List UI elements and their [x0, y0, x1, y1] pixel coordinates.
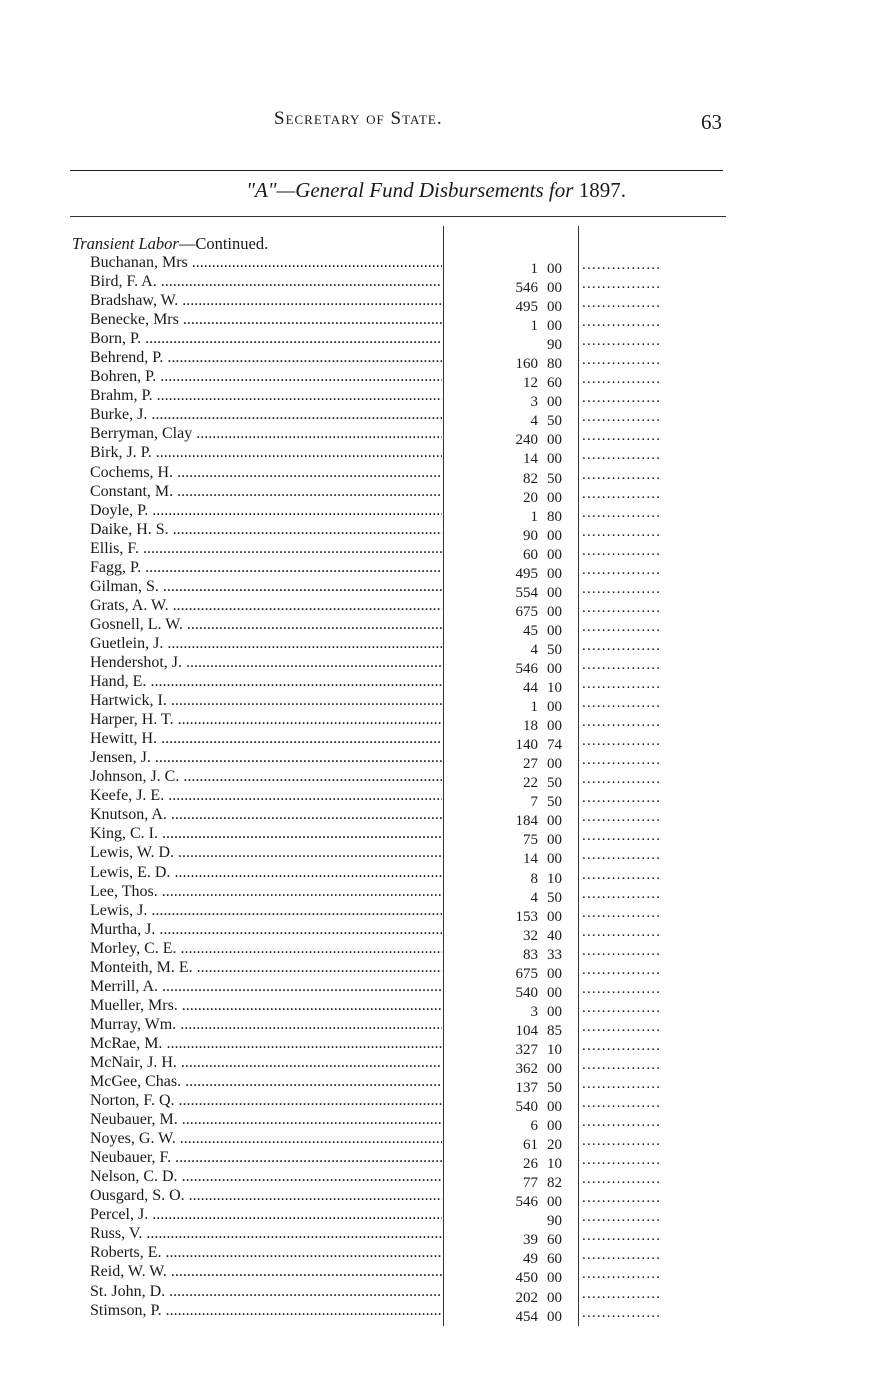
table-row — [0, 767, 872, 792]
total-column-leader: ................ — [582, 656, 662, 673]
amount-dollars: 362 — [515, 1060, 538, 1077]
amount-dollars: 546 — [515, 280, 538, 297]
amount-dollars: 327 — [515, 1041, 538, 1058]
total-column-leader: ................ — [582, 561, 662, 578]
payee-name: Behrend, P. ..... — [90, 348, 442, 367]
payee-name: Keefe, J. E. ..... — [90, 786, 442, 805]
amount-cents: 00 — [547, 622, 562, 639]
table-row — [0, 958, 872, 982]
payee-name: Neubauer, M. ..... — [90, 1110, 442, 1129]
total-column-leader: ................ — [582, 485, 662, 502]
payee-name: Noyes, G. W. ..... — [90, 1129, 442, 1148]
payee-name: Mueller, Mrs. ..... — [90, 996, 442, 1015]
amount-cents: 00 — [547, 832, 562, 849]
table-row — [0, 348, 872, 373]
total-column-leader: ................ — [582, 599, 662, 616]
amount-cents: 00 — [547, 718, 562, 735]
amount-cents: 50 — [547, 794, 562, 811]
table-row — [0, 882, 872, 906]
payee-name: Reid, W. W. ..... — [90, 1262, 442, 1281]
amount-cents: 33 — [547, 946, 562, 963]
payee-name: Merrill, A. ..... — [90, 977, 442, 996]
section-heading-title: Transient Labor — [72, 234, 179, 253]
amount-cents: 00 — [547, 584, 562, 601]
amount-dollars: 454 — [515, 1308, 538, 1325]
payee-name: Murray, Wm. ..... — [90, 1015, 442, 1034]
amount-dollars: 22 — [523, 775, 538, 792]
amount-dollars: 61 — [523, 1137, 538, 1154]
amount-cents: 50 — [547, 413, 562, 430]
amount-dollars: 14 — [523, 451, 538, 468]
payee-name: Grats, A. W. ..... — [90, 596, 442, 615]
table-row — [0, 1243, 872, 1268]
amount-cents: 00 — [547, 1003, 562, 1020]
payee-name: Hand, E. ..... — [90, 672, 442, 691]
total-column-leader: ................ — [582, 980, 662, 997]
amount-cents: 10 — [547, 1041, 562, 1058]
table-row — [0, 1186, 872, 1211]
payee-name: Lewis, E. D. ..... — [90, 863, 442, 882]
amount-dollars: 26 — [523, 1156, 538, 1173]
amount-dollars: 39 — [523, 1232, 538, 1249]
amount-dollars: 1 — [530, 261, 538, 277]
total-column-leader: ................ — [582, 257, 662, 273]
payee-name: Hewitt, H. ..... — [90, 729, 442, 748]
amount-dollars: 27 — [523, 756, 538, 773]
payee-name: Lewis, J. ..... — [90, 901, 442, 920]
amount-cents: 20 — [547, 1137, 562, 1154]
total-column-leader: ................ — [582, 1152, 662, 1169]
total-column-leader: ................ — [582, 885, 662, 902]
payee-name: Nelson, C. D. ..... — [90, 1167, 442, 1186]
amount-dollars: 495 — [515, 299, 538, 316]
payee-name: Morley, C. E. ..... — [90, 939, 442, 958]
table-row — [0, 1034, 872, 1058]
total-column-leader: ................ — [582, 333, 662, 350]
payee-name: Stimson, P. ..... — [90, 1301, 442, 1320]
table-row — [0, 310, 872, 335]
amount-cents: 00 — [547, 1060, 562, 1077]
payee-name: Constant, M. ..... — [90, 482, 442, 501]
total-column-leader: ................ — [582, 771, 662, 788]
amount-cents: 00 — [547, 965, 562, 982]
total-column-leader: ................ — [582, 714, 662, 731]
table-row — [0, 1053, 872, 1077]
total-column-leader: ................ — [582, 618, 662, 635]
table-row — [0, 672, 872, 697]
total-column-leader: ................ — [582, 999, 662, 1016]
total-column-leader: ................ — [582, 447, 662, 464]
total-column-leader: ................ — [582, 352, 662, 369]
payee-name: Born, P. ..... — [90, 329, 442, 348]
payee-name: Gilman, S. ..... — [90, 577, 442, 596]
amount-dollars: 90 — [523, 527, 538, 544]
total-column-leader: ................ — [582, 1076, 662, 1093]
total-column-leader: ................ — [582, 904, 662, 921]
payee-name: Bird, F. A. ..... — [90, 272, 442, 291]
table-row — [0, 748, 872, 773]
total-column-leader: ................ — [582, 390, 662, 407]
total-column-leader: ................ — [582, 466, 662, 483]
amount-cents: 00 — [547, 280, 562, 297]
page-header — [0, 108, 872, 138]
table-row — [0, 1148, 872, 1173]
amount-cents: 10 — [547, 1156, 562, 1173]
amount-dollars: 75 — [523, 832, 538, 849]
payee-name: Fagg, P. ..... — [90, 558, 442, 577]
amount-dollars: 77 — [523, 1175, 538, 1192]
amount-cents: 00 — [547, 1118, 562, 1135]
payee-name: St. John, D. ..... — [90, 1282, 442, 1301]
total-column-leader: ................ — [582, 676, 662, 693]
amount-cents: 50 — [547, 1080, 562, 1097]
payee-name: Doyle, P. ..... — [90, 501, 442, 520]
table-row — [0, 615, 872, 639]
amount-dollars: 140 — [515, 737, 538, 754]
table-row — [0, 653, 872, 677]
amount-dollars: 82 — [523, 470, 538, 487]
total-column-leader: ................ — [582, 809, 662, 826]
table-row — [0, 863, 872, 887]
amount-cents: 80 — [547, 356, 562, 373]
payee-name: Harper, H. T. ..... — [90, 710, 442, 729]
total-column-leader: ................ — [582, 828, 662, 845]
table-row — [0, 977, 872, 1001]
amount-dollars: 4 — [530, 641, 538, 658]
total-column-leader: ................ — [582, 1190, 662, 1207]
total-column-leader: ................ — [582, 580, 662, 597]
amount-cents: 00 — [547, 451, 562, 468]
table-row — [0, 1167, 872, 1192]
table-row — [0, 920, 872, 944]
amount-dollars: 4 — [530, 413, 538, 430]
amount-cents: 00 — [547, 1289, 562, 1306]
amount-cents: 00 — [547, 546, 562, 563]
total-column-leader: ................ — [582, 790, 662, 807]
amount-dollars: 540 — [515, 1099, 538, 1116]
table-row — [0, 272, 872, 297]
table-row — [0, 253, 872, 277]
payee-name: Knutson, A. ..... — [90, 805, 442, 824]
amount-dollars: 32 — [523, 927, 538, 944]
table-row — [0, 558, 872, 582]
amount-cents: 00 — [547, 756, 562, 773]
total-column-leader: ................ — [582, 695, 662, 712]
amount-cents: 00 — [547, 1099, 562, 1116]
payee-name: Monteith, M. E. ..... — [90, 958, 442, 977]
total-column-leader: ................ — [582, 847, 662, 864]
payee-name: Hartwick, I. ..... — [90, 691, 442, 710]
table-row — [0, 843, 872, 868]
amount-cents: 00 — [547, 984, 562, 1001]
table-row — [0, 539, 872, 563]
total-column-leader: ................ — [582, 1018, 662, 1035]
payee-name: Murtha, J. ..... — [90, 920, 442, 939]
section-heading-continued: —Continued. — [178, 234, 269, 253]
amount-dollars: 12 — [523, 375, 538, 392]
amount-cents: 00 — [547, 527, 562, 544]
total-column-leader: ................ — [582, 733, 662, 750]
amount-dollars: 546 — [515, 660, 538, 677]
amount-dollars: 240 — [515, 432, 538, 449]
total-column-leader: ................ — [582, 1056, 662, 1073]
total-column-leader: ................ — [582, 314, 662, 331]
payee-name: Johnson, J. C. ..... — [90, 767, 442, 786]
table-title-text: "A"—General Fund Disbursements for — [246, 178, 574, 202]
amount-cents: 00 — [547, 1194, 562, 1211]
payee-name: Lewis, W. D. ..... — [90, 843, 442, 862]
total-column-leader: ................ — [582, 1266, 662, 1283]
table-row — [0, 1129, 872, 1154]
amount-cents: 00 — [547, 851, 562, 868]
table-row — [0, 424, 872, 449]
total-column-leader: ................ — [582, 428, 662, 445]
total-column-leader: ................ — [582, 542, 662, 559]
total-column-leader: ................ — [582, 1209, 662, 1226]
amount-dollars: 1 — [530, 318, 538, 335]
amount-cents: 80 — [547, 508, 562, 525]
total-column-leader: ................ — [582, 942, 662, 959]
table-row — [0, 901, 872, 925]
total-column-leader: ................ — [582, 1247, 662, 1264]
table-row — [0, 577, 872, 601]
table-row — [0, 729, 872, 754]
amount-dollars: 3 — [530, 394, 538, 411]
amount-dollars: 1 — [530, 699, 538, 716]
payee-name: McRae, M. ..... — [90, 1034, 442, 1053]
amount-cents: 10 — [547, 870, 562, 887]
table-row — [0, 710, 872, 735]
amount-dollars: 153 — [515, 908, 538, 925]
payee-name: Ellis, F. ..... — [90, 539, 442, 558]
payee-name: Daike, H. S. ..... — [90, 520, 442, 539]
total-column-leader: ................ — [582, 371, 662, 388]
table-row — [0, 691, 872, 716]
amount-dollars: 7 — [530, 794, 538, 811]
table-title — [0, 178, 872, 203]
amount-dollars: 675 — [515, 603, 538, 620]
amount-dollars: 184 — [515, 813, 538, 830]
table-row — [0, 501, 872, 525]
amount-cents: 50 — [547, 641, 562, 658]
total-column-leader: ................ — [582, 923, 662, 940]
amount-cents: 50 — [547, 470, 562, 487]
amount-dollars: 3 — [530, 1003, 538, 1020]
table-row — [0, 520, 872, 544]
payee-name: Gosnell, L. W. ..... — [90, 615, 442, 634]
amount-dollars: 202 — [515, 1289, 538, 1306]
payee-name: Lee, Thos. ..... — [90, 882, 442, 901]
table-row — [0, 1072, 872, 1097]
amount-cents: 50 — [547, 775, 562, 792]
amount-dollars: 104 — [515, 1022, 538, 1039]
payee-name: Bohren, P. ..... — [90, 367, 442, 386]
total-column-leader: ................ — [582, 409, 662, 426]
table-row — [0, 1224, 872, 1249]
amount-cents: 60 — [547, 375, 562, 392]
total-column-leader: ................ — [582, 961, 662, 978]
payee-name: Jensen, J. ..... — [90, 748, 442, 767]
amount-cents: 00 — [547, 1270, 562, 1287]
payee-name: Buchanan, Mrs ..... — [90, 253, 442, 272]
payee-name: King, C. I. ..... — [90, 824, 442, 843]
payee-name: Brahm, P. ..... — [90, 386, 442, 405]
payee-name: Benecke, Mrs ..... — [90, 310, 442, 329]
total-column-leader: ................ — [582, 1095, 662, 1112]
amount-dollars: 18 — [523, 718, 538, 735]
amount-cents: 90 — [547, 337, 562, 354]
amount-cents: 00 — [547, 1308, 562, 1325]
section-heading — [72, 234, 268, 254]
amount-cents: 00 — [547, 261, 562, 277]
amount-dollars: 20 — [523, 489, 538, 506]
table-row — [0, 1110, 872, 1135]
payee-name: Hendershot, J. ..... — [90, 653, 442, 672]
payee-name: Guetlein, J. ..... — [90, 634, 442, 653]
total-column-leader: ................ — [582, 504, 662, 521]
payee-name: McGee, Chas. ..... — [90, 1072, 442, 1091]
amount-dollars: 60 — [523, 546, 538, 563]
amount-dollars: 495 — [515, 565, 538, 582]
amount-dollars: 546 — [515, 1194, 538, 1211]
total-column-leader: ................ — [582, 295, 662, 312]
total-column-leader: ................ — [582, 637, 662, 654]
table-row — [0, 1091, 872, 1116]
amount-cents: 00 — [547, 432, 562, 449]
page-number: 63 — [701, 110, 722, 134]
table-row — [0, 596, 872, 620]
amount-dollars: 6 — [530, 1118, 538, 1135]
amount-cents: 74 — [547, 737, 562, 754]
table-row — [0, 824, 872, 849]
table-row — [0, 443, 872, 468]
table-row — [0, 1205, 872, 1230]
amount-cents: 00 — [547, 318, 562, 335]
top-rule — [70, 170, 723, 171]
table-row — [0, 463, 872, 487]
running-title: Secretary of State. — [274, 108, 443, 129]
amount-dollars: 1 — [530, 508, 538, 525]
table-row — [0, 367, 872, 392]
payee-name: Percel, J. ..... — [90, 1205, 442, 1224]
table-row — [0, 405, 872, 430]
total-column-leader: ................ — [582, 1171, 662, 1188]
payee-name: Burke, J. ..... — [90, 405, 442, 424]
amount-cents: 60 — [547, 1232, 562, 1249]
amount-dollars: 8 — [530, 870, 538, 887]
table-row — [0, 805, 872, 830]
amount-dollars: 450 — [515, 1270, 538, 1287]
amount-cents: 82 — [547, 1175, 562, 1192]
table-row — [0, 1282, 872, 1306]
total-column-leader: ................ — [582, 866, 662, 883]
total-column-leader: ................ — [582, 1114, 662, 1131]
table-row — [0, 634, 872, 658]
table-row — [0, 1262, 872, 1287]
table-row — [0, 329, 872, 354]
total-column-leader: ................ — [582, 752, 662, 769]
total-column-leader: ................ — [582, 1285, 662, 1302]
amount-dollars: 554 — [515, 584, 538, 601]
payee-name: Cochems, H. ..... — [90, 463, 442, 482]
amount-dollars: 4 — [530, 889, 538, 906]
amount-cents: 00 — [547, 660, 562, 677]
table-row — [0, 291, 872, 316]
amount-cents: 90 — [547, 1213, 562, 1230]
amount-cents: 00 — [547, 394, 562, 411]
amount-cents: 50 — [547, 889, 562, 906]
amount-dollars: 675 — [515, 965, 538, 982]
amount-cents: 40 — [547, 927, 562, 944]
amount-dollars: 14 — [523, 851, 538, 868]
table-row — [0, 386, 872, 411]
amount-dollars: 540 — [515, 984, 538, 1001]
amount-cents: 60 — [547, 1251, 562, 1268]
amount-cents: 00 — [547, 299, 562, 316]
amount-dollars: 45 — [523, 622, 538, 639]
amount-cents: 00 — [547, 489, 562, 506]
payee-name: Norton, F. Q. ..... — [90, 1091, 442, 1110]
amount-dollars: 137 — [515, 1080, 538, 1097]
amount-cents: 00 — [547, 699, 562, 716]
amount-cents: 00 — [547, 813, 562, 830]
amount-dollars: 44 — [523, 680, 538, 697]
table-row — [0, 482, 872, 506]
table-row — [0, 939, 872, 963]
payee-name: Birk, J. P. ..... — [90, 443, 442, 462]
disbursement-list — [0, 253, 872, 1325]
table-row — [0, 996, 872, 1020]
total-column-leader: ................ — [582, 1133, 662, 1150]
payee-name: Neubauer, F. ..... — [90, 1148, 442, 1167]
payee-name: McNair, J. H. ..... — [90, 1053, 442, 1072]
total-column-leader: ................ — [582, 1304, 662, 1321]
amount-cents: 10 — [547, 680, 562, 697]
total-column-leader: ................ — [582, 1037, 662, 1054]
table-row — [0, 786, 872, 811]
total-column-leader: ................ — [582, 1228, 662, 1245]
table-row — [0, 1015, 872, 1039]
amount-dollars: 160 — [515, 356, 538, 373]
payee-name: Ousgard, S. O. ..... — [90, 1186, 442, 1205]
payee-name: Berryman, Clay ..... — [90, 424, 442, 443]
amount-cents: 85 — [547, 1022, 562, 1039]
bottom-rule — [70, 216, 726, 217]
table-row — [0, 1301, 872, 1325]
amount-cents: 00 — [547, 603, 562, 620]
payee-name: Roberts, E. ..... — [90, 1243, 442, 1262]
amount-cents: 00 — [547, 908, 562, 925]
amount-dollars: 83 — [523, 946, 538, 963]
payee-name: Bradshaw, W. ..... — [90, 291, 442, 310]
table-title-year: 1897. — [578, 178, 626, 202]
amount-cents: 00 — [547, 565, 562, 582]
total-column-leader: ................ — [582, 276, 662, 293]
payee-name: Russ, V. ..... — [90, 1224, 442, 1243]
amount-dollars: 49 — [523, 1251, 538, 1268]
total-column-leader: ................ — [582, 523, 662, 540]
